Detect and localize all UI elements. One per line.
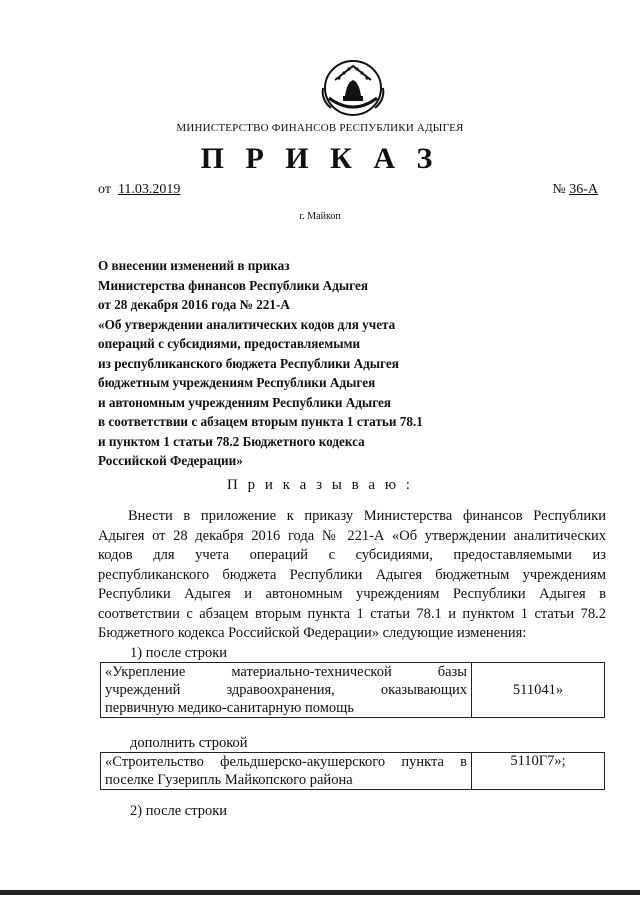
body-line: Республики Адыгея и автономным учреждениям Республики Адыгея в xyxy=(98,586,606,602)
coat-of-arms-emblem xyxy=(313,58,393,118)
item-1-label: 1) после строки xyxy=(130,645,228,661)
body-line: республиканского бюджета Республики Адыгея бюджетным учреждениям xyxy=(98,566,606,583)
row-code: 5110Г7»; xyxy=(472,753,605,790)
subject-line: Российской Федерации» xyxy=(98,453,243,468)
table-row xyxy=(101,753,605,790)
row-text-line: «Строительство фельдшерско-акушерского пункта в xyxy=(105,754,467,770)
order-directive-word: П р и к а з ы в а ю : xyxy=(227,477,413,493)
order-number xyxy=(552,182,598,198)
subject-line: операций с субсидиями, предоставляемыми xyxy=(98,336,361,351)
row-description xyxy=(101,753,472,790)
row-text-line: поселке Гузерипль Майкопского района xyxy=(105,772,353,788)
number-prefix: № xyxy=(552,182,566,197)
ministry-name: МИНИСТЕРСТВО ФИНАНСОВ РЕСПУБЛИКИ АДЫГЕЯ xyxy=(176,122,464,134)
document-title: П Р И К А З xyxy=(200,142,440,175)
subject-line: Министерства финансов Республики Адыгея xyxy=(98,277,368,293)
row-description xyxy=(101,663,472,718)
row-code: 511041» xyxy=(472,663,605,718)
body-line: Бюджетного кодекса Российской Федерации» следующие изменения: xyxy=(98,625,527,641)
subject-line: в соответствии с абзацем вторым пункта 1 статьи 78.1 xyxy=(98,414,423,429)
subject-line: «Об утверждении аналитических кодов для учета xyxy=(98,316,396,332)
row-text-line: первичную медико-санитарную помощь xyxy=(105,700,354,716)
body-line: Адыгея от 28 декабря 2016 года № 221-А «Об утверждении аналитических xyxy=(98,527,606,544)
date-value: 11.03.2019 xyxy=(117,182,181,197)
subject-line: от 28 декабря 2016 года № 221-А xyxy=(98,297,290,312)
subject-line: и пунктом 1 статьи 78.2 Бюджетного кодекса xyxy=(98,433,365,449)
city: г. Майкоп xyxy=(299,211,341,222)
code-table-existing xyxy=(100,662,605,718)
table-row xyxy=(101,663,605,718)
body-line: кодов для учета операций с субсидиями, предоставляемыми из xyxy=(98,547,606,563)
code-table-added xyxy=(100,752,605,790)
row-text-line: «Укрепление материально-технической базы xyxy=(105,664,467,680)
order-subject xyxy=(98,256,423,471)
subject-line: О внесении изменений в приказ xyxy=(98,258,290,273)
date-prefix: от xyxy=(98,182,111,197)
order-date xyxy=(98,182,180,198)
body-line: Внести в приложение к приказу Министерства финансов Республики xyxy=(128,508,606,524)
body-line: соответствии с абзацем вторым пункта 1 статьи 78.1 и пунктом 1 статьи 78.2 xyxy=(98,605,606,622)
body-paragraph xyxy=(98,507,606,644)
number-value: 36-А xyxy=(569,182,598,197)
row-text-line: учреждений здравоохранения, оказывающих xyxy=(105,682,467,698)
add-line-label: дополнить строкой xyxy=(130,735,248,751)
subject-line: бюджетным учреждениям Республики Адыгея xyxy=(98,375,376,390)
subject-line: и автономным учреждениям Республики Адыгея xyxy=(98,394,392,410)
subject-line: из республиканского бюджета Республики Адыгея xyxy=(98,355,399,371)
item-2-label: 2) после строки xyxy=(130,803,228,819)
adygea-coat-of-arms-icon xyxy=(313,58,393,118)
scan-edge-bar xyxy=(0,890,640,895)
